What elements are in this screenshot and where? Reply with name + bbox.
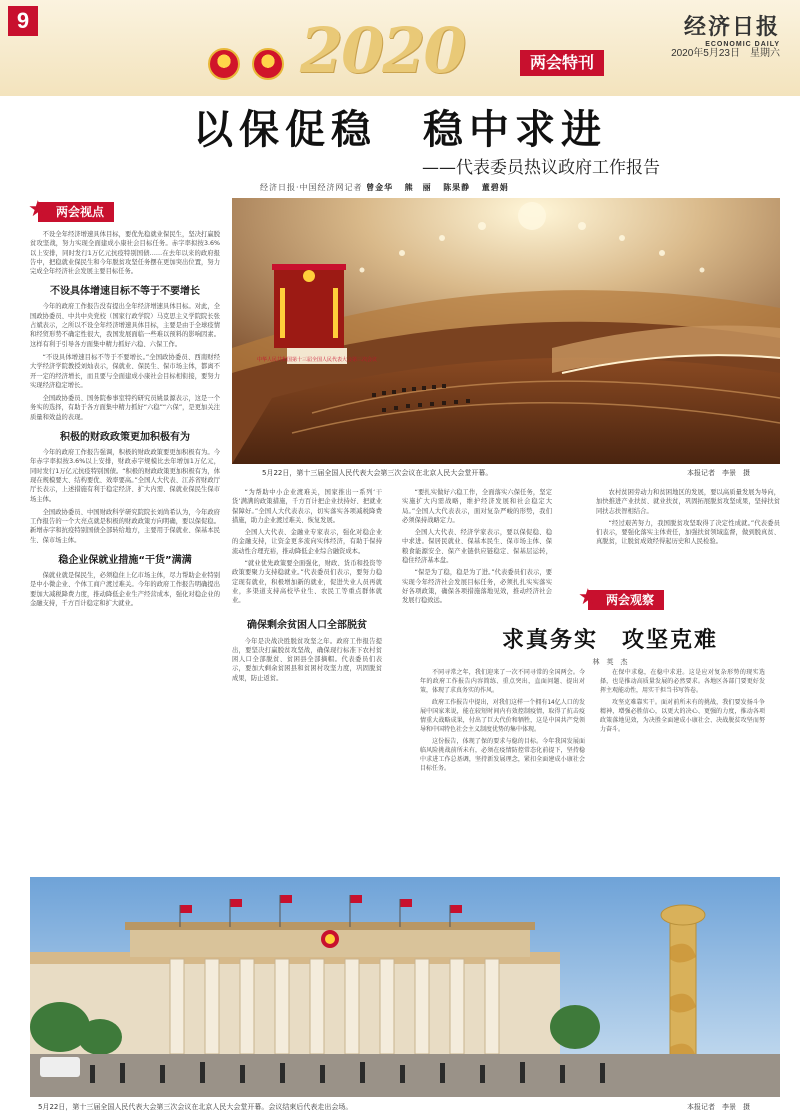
masthead: [0, 0, 800, 96]
article-subtitle: 不设具体增速目标不等于不要增长: [50, 286, 200, 298]
stage-banner-text: 中华人民共和国第十三届全国人民代表大会第三次会议: [256, 357, 378, 363]
newspaper-brand: [684, 10, 780, 48]
article-paragraph: “不设具体增速目标不等于不要增长。”全国政协委员、西南财经大学经济学院教授刘灿表示，保就业、保民生、保市场主体，都离不开一定的经济增长，而且要与全面建成小康社会目标相衔接，要努力实现经济稳定增长。: [30, 353, 220, 389]
middle-column-c: [596, 488, 780, 550]
article-paragraph: “为帮助中小企业渡难关，国家推出一系列‘干货’满满的政策措施，千方百计把企业扶持好、把就业保障好。”全国人大代表表示，切实落实各项减税降费措施，助力企业渡过难关、恢复发展。: [232, 489, 382, 524]
article-paragraph: 农村贫困劳动力和贫困地区的发展，要以高质量发展为导向，加快推进产业扶贫、就业扶贫，巩固拓展脱贫攻坚成果，坚持扶贫同扶志扶智相结合。: [596, 489, 780, 515]
section-tag-observation: ★ 两会观察: [588, 590, 664, 610]
article-paragraph: “保是为了稳，稳是为了进。”代表委员们表示，要实现今年经济社会发展目标任务，必须扎扎实实落实好各项政策，确保各项措施落地见效，推动经济社会发展行稳致远。: [402, 569, 552, 605]
editorial-paragraph: 这份报告，体现了保的要求与稳的目标。今年我国发展面临风险挑战前所未有，必须在疫情防控常态化前提下，坚持稳中求进工作总基调，坚持新发展理念，紧扣全面建成小康社会目标任务。: [420, 738, 585, 772]
article-paragraph: 保就业就是保民生，必须稳住上亿市场主体，尽力帮助企业特别是中小微企业、个体工商户渡过难关。今年的政府工作报告明确提出要加大减税降费力度，推动降低企业生产经营成本，强化对稳企业的金融支持，千方百计稳定和扩大就业。: [30, 572, 220, 607]
article-paragraph: 今年是决战决胜脱贫攻坚之年。政府工作报告提出，要坚决打赢脱贫攻坚战，确保现行标准下农村贫困人口全部脱贫、贫困县全部摘帽。代表委员们表示，要加大剩余贫困县和贫困村攻坚力度，巩固脱贫成果，防止返贫。: [232, 637, 382, 682]
bottom-photo-great-hall-exterior: [30, 877, 780, 1097]
main-photo-caption: [232, 466, 780, 480]
photo-credit: 本报记者 李景 摄: [687, 1103, 750, 1111]
article-subtitle: 确保剩余贫困人口全部脱贫: [247, 619, 367, 631]
editorial-author: 林 英 杰: [592, 658, 628, 666]
issue-label: 两会特刊: [520, 50, 604, 76]
byline-name: 陈果静: [443, 183, 471, 192]
npc-emblem-icon: [208, 48, 240, 80]
photo-credit: 本报记者 李景 摄: [687, 469, 750, 477]
editorial-column-b: [600, 668, 765, 737]
editorial-column-a: [420, 668, 585, 776]
photo-caption-text: 5月22日，第十三届全国人民代表大会第三次会议在北京人民大会堂开幕。会议结束后代表走出会场。: [38, 1103, 353, 1111]
brand-name-en: ECONOMIC DAILY: [705, 41, 780, 48]
byline: [260, 182, 730, 193]
bottom-photo-caption: [30, 1100, 780, 1114]
byline-prefix: 经济日报·中国经济网记者: [260, 183, 363, 192]
byline-name: 曾金华: [366, 183, 394, 192]
editorial-paragraph: 攻坚克难靠实干。面对前所未有的挑战，我们要发扬斗争精神，增强必胜信心，以更大的决心、更强的力度，推动各项政策落地见效，为决胜全面建成小康社会、决战脱贫攻坚而努力奋斗。: [600, 699, 765, 733]
editorial-title: 求真务实 攻坚克难: [501, 628, 718, 653]
section-tag-viewpoint: ★ 两会视点: [38, 202, 114, 222]
article-paragraph: 今年的政府工作报告没有提出全年经济增速具体目标。对此，全国政协委员、中共中央党校（国家行政学院）马克思主义学院院长张占斌表示，之所以不设全年经济增速具体目标，主要是由于全球疫情和经贸形势不确定性很大，我国发展面临一些难以预料的影响因素。这样有利于引导各方面集中精力抓好六稳、六保工作。: [30, 303, 220, 348]
great-hall-exterior-illustration: [30, 877, 780, 1097]
article-paragraph: 全国政协委员、国务院参事室特约研究员姚景源表示，这是一个务实的选择，有助于各方面集中精力抓好“六稳”“六保”，是更加关注质量和效益的表现。: [30, 395, 220, 421]
page-number: 9: [8, 6, 38, 36]
article-paragraph: “经过艰苦努力，我国脱贫攻坚取得了决定性成就。”代表委员们表示，要强化落实主体责任，加强扶贫领域监督，做到脱真贫、真脱贫，让脱贫成效经得起历史和人民检验。: [596, 519, 780, 546]
editorial-paragraph: 在保中求稳，在稳中求进。这是应对复杂形势的现实选择，也是推动高质量发展的必然要求。各地区各部门要更好发挥主观能动性，用实干担当书写答卷。: [600, 669, 765, 694]
article-paragraph: “要扎实做好六稳工作，全面落实六保任务，坚定实施扩大内需战略，维护经济发展和社会稳定大局。”全国人大代表表示，面对复杂严峻的形势，我们必须保持战略定力。: [402, 489, 552, 524]
article-paragraph: 全国政协委员、中国财政科学研究院院长刘尚希认为，今年政府工作报告的一个大亮点就是积极的财政政策方向明确，要以保促稳。新增赤字和抗疫特别国债全部转给地方，主要用于保就业、保基本民生、保市场主体。: [30, 508, 220, 544]
article-subtitle: 积极的财政政策更加积极有为: [60, 432, 190, 444]
editorial-paragraph: 政府工作报告中提出，对我们这样一个拥有14亿人口的发展中国家来说，能在较短时间内有效控制疫情，取得了抗击疫情重大战略成果，付出了巨大代价和牺牲，这是中国共产党领导和中国特色社会主义制度优势的集中体现。: [420, 699, 585, 733]
byline-name: 董碧娟: [481, 183, 509, 192]
article-paragraph: 今年的政府工作报告强调，积极的财政政策要更加积极有为。今年赤字率拟按3.6%以上安排，财政赤字规模比去年增加1万亿元，同时发行1万亿元抗疫特别国债。“积极的财政政策更加积极有为，体现在规模要大、结构要优、效率要高。”全国人大代表、江苏省财政厅厅长表示，上述措施有利于稳定经济、扩大内需、保就业保民生保市场主体。: [30, 449, 220, 503]
page-headline: 以保促稳 稳中求进: [193, 107, 607, 153]
brand-name-cn: 经济日报: [683, 14, 780, 40]
middle-column-a: [232, 488, 382, 686]
great-hall-interior-illustration: [232, 198, 780, 464]
issue-date: 2020年5月23日 星期六: [671, 48, 780, 59]
editorial-paragraph: 不同寻常之年，我们迎来了一次不同寻常的全国两会。今年的政府工作报告内容简练、重点突出，直面问题、提出对策，体现了求真务实的作风。: [420, 669, 585, 694]
main-photo-great-hall: [232, 198, 780, 464]
article-paragraph: 全国人大代表、金融业专家表示，强化对稳企业的金融支持，让资金更多流向实体经济，有助于保持流动性合理充裕，推动降低企业综合融资成本。: [232, 529, 382, 555]
cppcc-emblem-icon: [252, 48, 284, 80]
article-subtitle: 稳企业保就业措施“干货”满满: [58, 555, 192, 567]
page-subheadline: ——代表委员热议政府工作报告: [422, 158, 660, 178]
byline-name: 熊 丽: [404, 183, 432, 192]
article-intro: 不设全年经济增速具体目标，要优先稳就业保民生，坚决打赢脱贫攻坚战，努力实现全面建成小康社会目标任务。赤字率拟按3.6%以上安排，同时发行1万亿元抗疫特别国债……在去年以来的政府报告中，把稳就业保民生和今年脱贫攻坚任务摆在更加突出位置，努力完成全年经济社会发展主要目标任务。: [30, 231, 220, 276]
article-paragraph: “就业优先政策要全面强化，财政、货币和投资等政策要聚力支持稳就业。”代表委员们表示，要努力稳定现有就业，积极增加新的就业，促进失业人员再就业，多渠道支持高校毕业生、农民工等重点群体就业。: [232, 560, 382, 605]
photo-caption-text: 5月22日，第十三届全国人民代表大会第三次会议在北京人民大会堂开幕。: [262, 469, 493, 477]
year-graphic: 2020: [300, 14, 465, 87]
article-paragraph: 全国人大代表、经济学家表示，要以保促稳、稳中求进。保居民就业、保基本民生、保市场主体、保粮食能源安全、保产业链供应链稳定、保基层运转，稳住经济基本盘。: [402, 529, 552, 565]
left-article-column: [30, 200, 220, 612]
middle-column-b: [402, 488, 552, 609]
